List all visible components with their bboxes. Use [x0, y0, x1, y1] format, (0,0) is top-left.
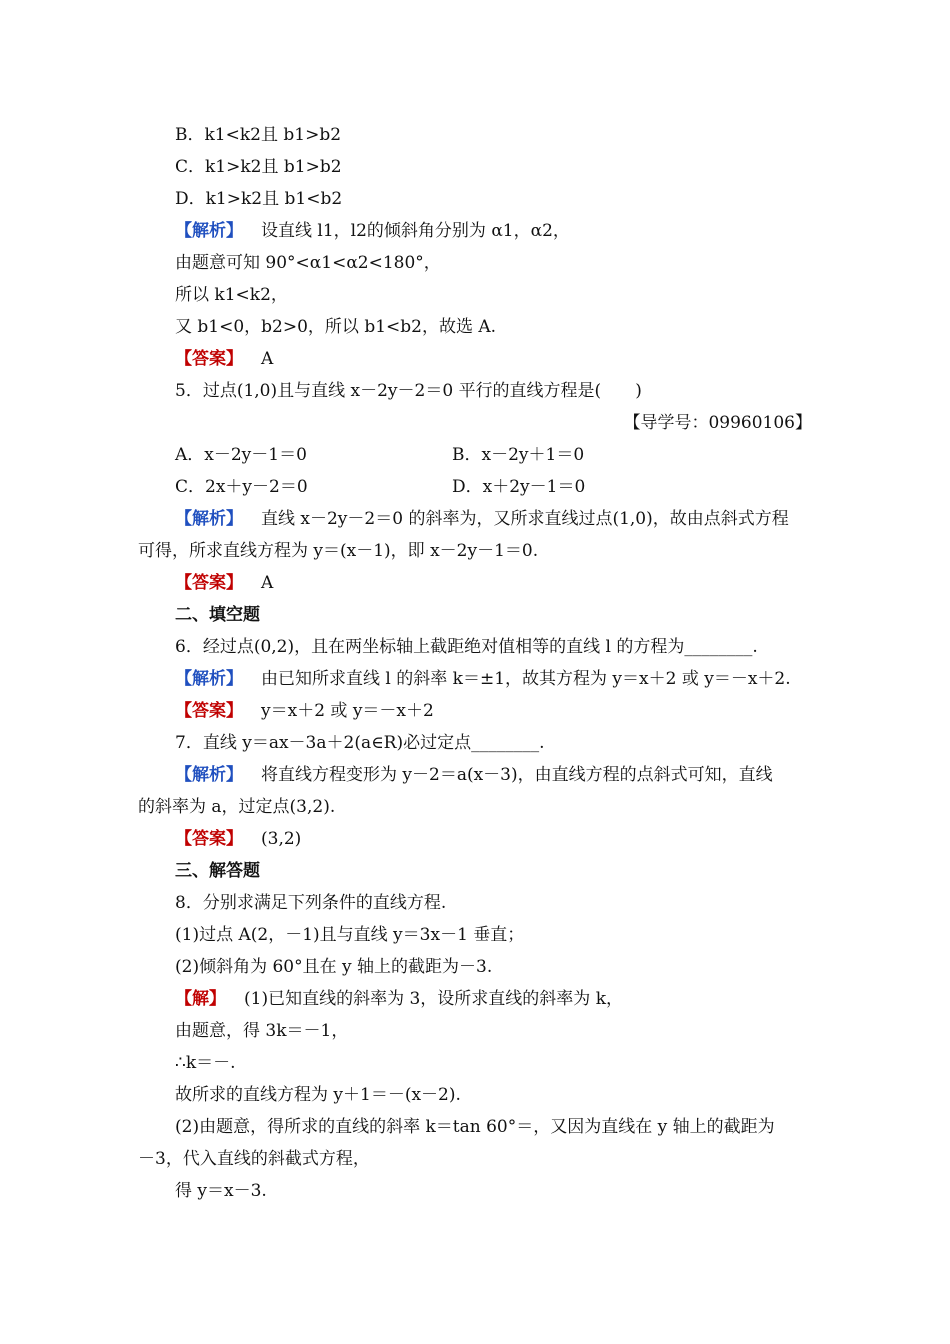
analysis-text: 将直线方程变形为 y－2＝a(x－3)，由直线方程的点斜式可知，直线 — [261, 765, 773, 785]
text-line: 可得，所求直线方程为 y＝(x－1)，即 x－2y－1＝0. — [138, 541, 539, 561]
text-line: 得 y＝x－3. — [175, 1181, 267, 1201]
text-line: 又 b1<0，b2>0，所以 b1<b2，故选 A. — [175, 317, 497, 337]
answer-line — [175, 572, 273, 594]
analysis-line — [175, 508, 789, 530]
answer-text: A — [261, 573, 274, 593]
answer-line — [175, 828, 301, 850]
text-line: (1)过点 A(2，－1)且与直线 y＝3x－1 垂直； — [175, 925, 525, 945]
section-heading: 三、解答题 — [175, 861, 260, 881]
text-line: 所以 k1<k2， — [175, 285, 288, 305]
analysis-line — [175, 668, 791, 690]
analysis-tag: 【解析】 — [175, 509, 243, 529]
analysis-line — [175, 220, 570, 242]
analysis-text: 设直线 l1，l2的倾斜角分别为 α1，α2， — [261, 221, 570, 241]
question-7: 7．直线 y＝ax－3a＋2(a∈R)必过定点________. — [175, 733, 545, 753]
option-d: D．x＋2y－1＝0 — [452, 477, 586, 497]
analysis-line — [175, 764, 773, 786]
text-line: (2)倾斜角为 60°且在 y 轴上的截距为－3. — [175, 957, 493, 977]
answer-tag: 【答案】 — [175, 349, 243, 369]
solution-line — [175, 988, 623, 1010]
answer-line — [175, 348, 273, 370]
analysis-tag: 【解析】 — [175, 221, 243, 241]
option-b: B．x－2y＋1＝0 — [452, 445, 585, 465]
analysis-tag: 【解析】 — [175, 669, 243, 689]
option-d: D．k1>k2且 b1<b2 — [175, 189, 343, 209]
section-heading: 二、填空题 — [175, 605, 260, 625]
answer-text: A — [261, 349, 274, 369]
answer-tag: 【答案】 — [175, 573, 243, 593]
option-c: C．k1>k2且 b1>b2 — [175, 157, 342, 177]
text-line: (2)由题意，得所求的直线的斜率 k＝tan 60°＝，又因为直线在 y 轴上的截距为 — [175, 1117, 775, 1137]
text-line: 由题意，得 3k＝－1， — [175, 1021, 349, 1041]
solution-text: (1)已知直线的斜率为 3，设所求直线的斜率为 k， — [244, 989, 624, 1009]
question-8: 8．分别求满足下列条件的直线方程. — [175, 893, 447, 913]
analysis-tag: 【解析】 — [175, 765, 243, 785]
analysis-text: 直线 x－2y－2＝0 的斜率为，又所求直线过点(1,0)，故由点斜式方程 — [261, 509, 789, 529]
question-5: 5．过点(1,0)且与直线 x－2y－2＝0 平行的直线方程是( ) — [175, 381, 642, 401]
text-line: 故所求的直线方程为 y＋1＝－(x－2). — [175, 1085, 461, 1105]
text-line: 由题意可知 90°<α1<α2<180°， — [175, 253, 441, 273]
answer-text: (3,2) — [261, 829, 302, 849]
guide-number: 【导学号：09960106】 — [623, 413, 812, 433]
option-c: C．2x＋y－2＝0 — [175, 477, 308, 497]
text-line: 的斜率为 a，过定点(3,2). — [138, 797, 336, 817]
option-a: A．x－2y－1＝0 — [175, 445, 307, 465]
option-b: B．k1<k2且 b1>b2 — [175, 125, 342, 145]
question-6: 6．经过点(0,2)，且在两坐标轴上截距绝对值相等的直线 l 的方程为________. — [175, 637, 758, 657]
answer-text: y＝x＋2 或 y＝－x＋2 — [261, 701, 434, 721]
text-line: ∴k＝－. — [175, 1053, 236, 1073]
text-line: －3，代入直线的斜截式方程， — [138, 1149, 370, 1169]
answer-tag: 【答案】 — [175, 829, 243, 849]
solution-tag: 【解】 — [175, 989, 226, 1009]
answer-line — [175, 700, 434, 722]
analysis-text: 由已知所求直线 l 的斜率 k＝±1，故其方程为 y＝x＋2 或 y＝－x＋2. — [261, 669, 791, 689]
answer-tag: 【答案】 — [175, 701, 243, 721]
